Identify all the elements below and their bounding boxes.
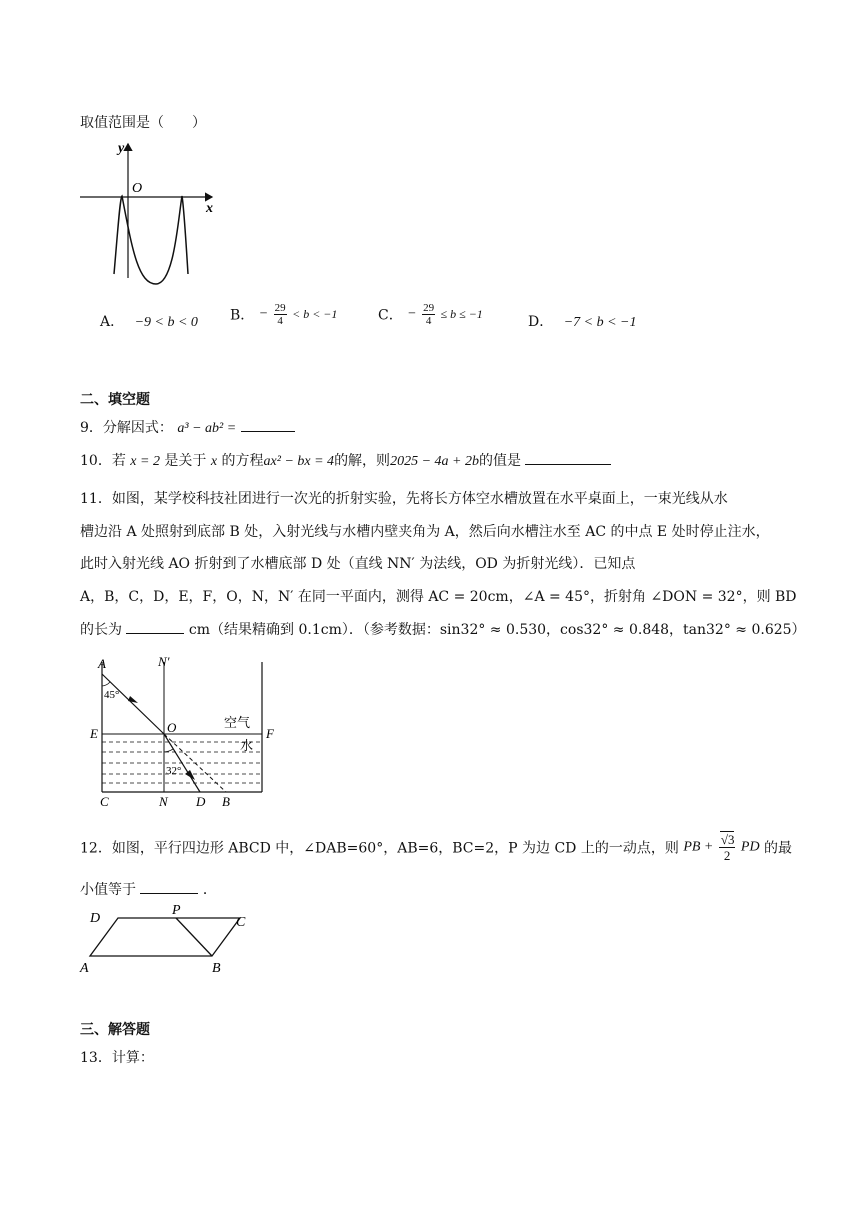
svg-text:N′: N′ bbox=[158, 654, 170, 669]
segment-pb bbox=[176, 918, 212, 956]
svg-text:32°: 32° bbox=[166, 765, 182, 777]
svg-text:空气: 空气 bbox=[224, 715, 251, 730]
q12-answer-blank[interactable] bbox=[140, 893, 198, 894]
svg-text:A: A bbox=[98, 656, 106, 671]
q11-line-3: 此时入射光线 AO 折射到了水槽底部 D 处（直线 NN′ 为法线，OD 为折射光线）．已知点 bbox=[80, 556, 636, 572]
svg-text:B: B bbox=[222, 794, 230, 809]
q10-answer-blank[interactable] bbox=[525, 464, 611, 465]
q9-answer-blank[interactable] bbox=[241, 431, 295, 432]
q12-parallelogram-figure bbox=[76, 900, 256, 978]
angle-a-arc bbox=[102, 682, 110, 686]
svg-text:C: C bbox=[236, 915, 246, 930]
parallelogram-abcd bbox=[90, 918, 240, 956]
incident-ray bbox=[102, 674, 164, 734]
question-10: 10．若 x = 2 是关于 x 的方程ax² − bx = 4的解，则2025 − 4a + 2b的值是 bbox=[80, 450, 611, 470]
svg-text:N: N bbox=[159, 794, 168, 809]
angle-don-arc bbox=[164, 749, 173, 752]
q11-line-1: 11．如图，某学校科技社团进行一次光的折射实验，先将长方体空水槽放置在水平桌面上，一束光线从水 bbox=[80, 491, 728, 507]
svg-text:O: O bbox=[167, 720, 177, 735]
q8-option-a[interactable]: A． −9 < b < 0 bbox=[100, 314, 198, 330]
svg-text:45°: 45° bbox=[104, 689, 120, 701]
svg-text:A: A bbox=[80, 961, 89, 976]
q8-option-d[interactable]: D． −7 < b < −1 bbox=[528, 314, 637, 330]
q11-answer-blank[interactable] bbox=[126, 633, 184, 634]
origin-label: O bbox=[132, 181, 143, 196]
section-solve-title: 三、解答题 bbox=[80, 1022, 150, 1038]
q8-option-c[interactable]: C． − $\frac{29}{4}$ ≤ b ≤ −1 bbox=[378, 302, 483, 327]
q8-parabola-graph bbox=[76, 138, 226, 288]
section-fill-in-title: 二、填空题 bbox=[80, 392, 150, 408]
question-9: 9．分解因式： a³ − ab² = bbox=[80, 417, 295, 437]
svg-text:水: 水 bbox=[240, 738, 254, 753]
q12-line-1: 12．如图，平行四边形 ABCD 中，∠DAB=60°，AB=6，BC=2，P 为边 CD 上的一动点，则 PB + $\frac{√3}{2}$ PD 的最 bbox=[80, 832, 793, 863]
q11-line-5: 的长为 cm（结果精确到 0.1cm）．（参考数据：sin32° ≈ 0.530，cos32° ≈ 0.848，tan32° ≈ 0.625） bbox=[80, 622, 806, 638]
q11-refraction-figure bbox=[86, 652, 282, 812]
svg-text:F: F bbox=[266, 726, 274, 741]
svg-text:P: P bbox=[172, 903, 181, 918]
q8-option-b[interactable]: B． − $\frac{29}{4}$ < b < −1 bbox=[230, 302, 338, 327]
svg-text:B: B bbox=[212, 961, 221, 976]
svg-text:E: E bbox=[90, 726, 98, 741]
parabola-curve bbox=[114, 196, 188, 284]
svg-text:C: C bbox=[100, 794, 109, 809]
refracted-arrow bbox=[185, 770, 195, 780]
incident-arrow bbox=[128, 696, 138, 703]
q11-line-4: A，B，C，D，E，F，O，N，N′ 在同一平面内，测得 AC = 20cm，∠A = 45°，折射角 ∠DON = 32°，则 BD bbox=[80, 589, 797, 605]
y-axis-label: y bbox=[118, 141, 125, 156]
x-axis-label: x bbox=[206, 201, 213, 216]
svg-text:D: D bbox=[196, 794, 206, 809]
q12-line-2: 小值等于 ． bbox=[80, 882, 217, 898]
question-13: 13．计算： bbox=[80, 1050, 154, 1066]
svg-text:D: D bbox=[90, 911, 101, 926]
q8-stem-tail: 取值范围是（ ） bbox=[80, 115, 206, 131]
q11-line-2: 槽边沿 A 处照射到底部 B 处，入射光线与水槽内壁夹角为 A，然后向水槽注水至 AC 的中点 E 处时停止注水， bbox=[80, 524, 770, 540]
